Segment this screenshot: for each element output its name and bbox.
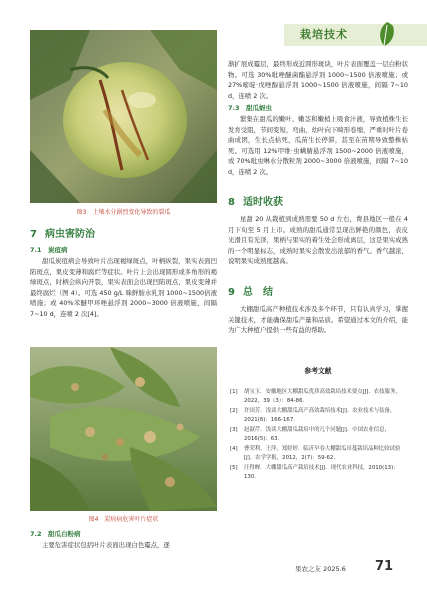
section-9-heading xyxy=(228,286,408,300)
section-8-title: 适时收获 xyxy=(242,197,283,208)
subsection-7-2-title: 7.2 甜瓜白粉病 xyxy=(30,530,81,538)
fig4-caption: 图4 炭疽病危害叶片症状 xyxy=(88,516,159,523)
reference-number: [5] xyxy=(230,465,238,471)
section-label: 栽培技术 xyxy=(300,28,348,41)
reference-text: 胡宝玉．安徽地区大棚甜瓜优质高效栽培技术要点[J]．农技服务，2022，39（3）：84-86. xyxy=(244,389,401,404)
fig3-caption: 图3 土壤水分剧烈变化导致的裂瓜 xyxy=(76,209,171,216)
section-7-title: 病虫害防治 xyxy=(44,229,95,240)
section-7-number: 7 xyxy=(30,229,37,240)
fig4-photo xyxy=(30,347,217,511)
footer-journal: 果农之友 2025.6 xyxy=(295,565,346,573)
section-8-heading xyxy=(228,196,408,210)
reference-item xyxy=(230,407,408,425)
para-7-3: 繁集在甜瓜的嫩叶、嫩茎和嫩梢上吸食汁液，导致植株生长发育受阻，节间变短，弯曲，幼叶向下畸形卷缩，严重时叶片卷曲成团，生长点枯死，瓜苗生长停滞，甚至在苗期导致整株枯死。可选用 12%甲维·虫螨腈悬浮剂 1500~2000 倍液喷施，或 70%吡虫啉水分散粒剂 2000~3000 倍液喷施，间隔 7~10 d，连喷 2 次。 xyxy=(228,115,409,176)
subsection-7-3-title: 7.3 甜瓜蚜虫 xyxy=(228,104,273,112)
reference-text: 汪得蝉．大棚甜瓜高产栽培技术[J]．现代农业科技，2010(13)：130. xyxy=(244,465,399,480)
reference-number: [3] xyxy=(230,427,238,433)
references-title: 参考文献 xyxy=(304,367,332,375)
section-9-title: 总 结 xyxy=(242,287,273,298)
reference-item xyxy=(230,426,408,444)
reference-item xyxy=(230,388,408,406)
para-8: 星甜 20 从栽植到成熟需要 50 d 左右，费县地区一般在 4 月下旬至 5 月上市。成熟的甜瓜通常呈现出鲜艳的颜色，表皮光滑且有光泽，果柄与果实的着生处会形成离层，这是果实成熟的一个明显标志，成熟时果实会散发出浓郁的香气。香气越浓，说明果实成熟度越高。 xyxy=(228,215,408,265)
reference-text: 许国芳．浅谈大棚甜瓜高产高效栽培技术[J]．农业技术与装备，2021(6)：166-167. xyxy=(244,408,396,423)
reference-number: [1] xyxy=(230,389,238,395)
reference-item xyxy=(230,445,408,463)
para-7-1: 甜瓜炭疽病会导致叶片出现褐绿斑点，叶柄纵裂，果实表面凹陷斑点，果皮变薄和腐烂等症状。叶片上会出现圆形或多角形的褐绿斑点，时柄会纵向开裂，果实表面会出现凹陷斑点，果皮变薄并最终腐烂（图 4）。可选 450 g/L 咪鲜胺水乳剂 1000~1500倍液喷施；或 40%苯醚甲环唑悬浮剂 2000~3000 倍液喷施，间隔 7~10 d，连喷 2 次[4]。 xyxy=(30,257,217,318)
section-8-number: 8 xyxy=(228,197,235,208)
reference-text: 曹荣利，王萍，郑婷婷．临沂早春大棚甜瓜吊蔓栽培品种比较试验[J]．农学学报，2012，2(7)：59-62. xyxy=(244,446,401,461)
reference-text: 赵淑芹．浅谈大棚甜瓜栽培中的几个问题[J]．中国农业信息，2016(5)：63. xyxy=(244,427,390,442)
reference-number: [2] xyxy=(230,408,238,414)
section-7-heading xyxy=(30,228,217,242)
para-7-2: 主要危害症状包括叶片表面出现白色霉点，逐 xyxy=(42,541,170,549)
page-number: 71 xyxy=(375,559,394,574)
subsection-7-1-title: 7.1 炭疽病 xyxy=(30,246,68,254)
reference-item xyxy=(230,464,408,482)
fig3-photo xyxy=(30,30,217,203)
section-9-number: 9 xyxy=(228,287,235,298)
para-7-2-continued: 渐扩展成霉层，最终形成近圆形斑块，叶片表面覆盖一层白粉状物。可选 30%吡唑醚菌酯悬浮剂 1000~1500 倍液喷施；或 27%嘧啶·戊唑醇悬浮剂 1000~1500 倍液喷施，间隔 7~10 d，连喷 2 次。 xyxy=(228,60,408,100)
reference-number: [4] xyxy=(230,446,238,452)
leaf-icon xyxy=(376,20,398,50)
para-9: 大棚甜瓜高产种植技术涉及多个环节，只有认真学习，掌握关键技术，才能确保甜瓜产量和品质。希望通过本文的介绍，能为广大种植户提供一些有益的帮助。 xyxy=(228,305,408,334)
